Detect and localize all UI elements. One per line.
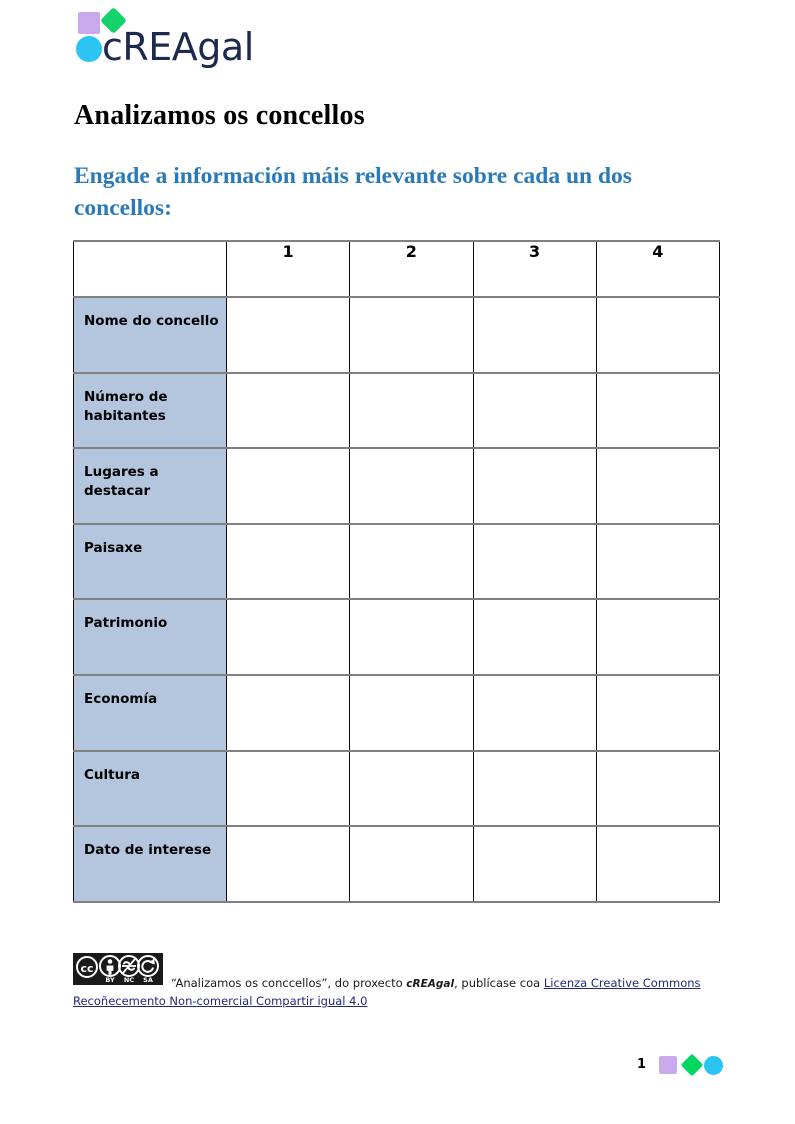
table-header-blank	[74, 241, 227, 297]
row-label-cultura: Cultura	[74, 751, 227, 827]
cell-lugares-a-destacar-3[interactable]	[473, 448, 596, 524]
cell-numero-de-habitantes-3[interactable]	[473, 373, 596, 449]
cell-economia-2[interactable]	[350, 675, 473, 751]
cell-paisaxe-4[interactable]	[596, 524, 719, 600]
cell-cultura-1[interactable]	[227, 751, 350, 827]
row-label-lugares-a-destacar: Lugares a destacar	[74, 448, 227, 524]
cell-paisaxe-3[interactable]	[473, 524, 596, 600]
logo-circle-icon	[76, 36, 102, 62]
row-label-paisaxe: Paisaxe	[74, 524, 227, 600]
cell-economia-1[interactable]	[227, 675, 350, 751]
cell-lugares-a-destacar-1[interactable]	[227, 448, 350, 524]
svg-text:SA: SA	[143, 976, 153, 984]
cell-economia-3[interactable]	[473, 675, 596, 751]
footer-diamond-icon	[681, 1054, 704, 1077]
row-label-dato-de-interese: Dato de interese	[74, 826, 227, 902]
license-text-part-1: “Analizamos os conccellos”, do proxecto	[171, 976, 407, 990]
table-row	[74, 826, 720, 902]
table-row	[74, 524, 720, 600]
cell-dato-de-interese-1[interactable]	[227, 826, 350, 902]
cell-numero-de-habitantes-2[interactable]	[350, 373, 473, 449]
cell-lugares-a-destacar-2[interactable]	[350, 448, 473, 524]
svg-text:BY: BY	[105, 976, 115, 984]
cell-nome-do-concello-1[interactable]	[227, 297, 350, 373]
table-header-col-3: 3	[473, 241, 596, 297]
cell-nome-do-concello-2[interactable]	[350, 297, 473, 373]
svg-text:cc: cc	[80, 962, 94, 975]
cell-paisaxe-2[interactable]	[350, 524, 473, 600]
cell-patrimonio-4[interactable]	[596, 599, 719, 675]
concellos-table	[73, 240, 720, 903]
row-label-numero-de-habitantes: Número de habitantes	[74, 373, 227, 449]
cell-patrimonio-2[interactable]	[350, 599, 473, 675]
logo-wordmark: cREAgal	[102, 25, 254, 69]
cell-numero-de-habitantes-4[interactable]	[596, 373, 719, 449]
page-number: 1	[637, 1057, 647, 1072]
page-footer	[633, 1053, 723, 1079]
row-label-economia: Economía	[74, 675, 227, 751]
table-header-col-2: 2	[350, 241, 473, 297]
cell-paisaxe-1[interactable]	[227, 524, 350, 600]
table-row	[74, 448, 720, 524]
concellos-table-wrapper	[73, 240, 719, 903]
license-link-line-1[interactable]: Licenza Creative	[543, 976, 643, 990]
table-header-col-1: 1	[227, 241, 350, 297]
page-subtitle: Engade a información máis relevante sobre cada un dos concellos:	[74, 163, 632, 222]
table-header-row	[74, 241, 720, 297]
footer-square-icon	[659, 1056, 677, 1074]
cell-nome-do-concello-4[interactable]	[596, 297, 719, 373]
creagal-logo	[72, 8, 302, 69]
cell-cultura-4[interactable]	[596, 751, 719, 827]
cell-cultura-2[interactable]	[350, 751, 473, 827]
cell-cultura-3[interactable]	[473, 751, 596, 827]
svg-text:NC: NC	[123, 976, 135, 984]
cell-dato-de-interese-3[interactable]	[473, 826, 596, 902]
table-row	[74, 373, 720, 449]
cell-dato-de-interese-2[interactable]	[350, 826, 473, 902]
row-label-patrimonio: Patrimonio	[74, 599, 227, 675]
cell-numero-de-habitantes-1[interactable]	[227, 373, 350, 449]
page-title: Analizamos os concellos	[74, 100, 365, 131]
license-statement	[73, 975, 723, 1011]
cell-patrimonio-1[interactable]	[227, 599, 350, 675]
license-text-part-2: , publícase coa	[454, 976, 544, 990]
table-row	[74, 751, 720, 827]
table-row	[74, 599, 720, 675]
cell-lugares-a-destacar-4[interactable]	[596, 448, 719, 524]
license-project-name: cREAgal	[406, 978, 455, 990]
table-row	[74, 675, 720, 751]
license-link-line-2[interactable]: Commons Recoñecemento Non-comercial Compartir igual 4.0	[73, 976, 701, 1008]
cell-patrimonio-3[interactable]	[473, 599, 596, 675]
cell-economia-4[interactable]	[596, 675, 719, 751]
table-header-col-4: 4	[596, 241, 719, 297]
logo-square-icon	[78, 12, 100, 34]
footer-circle-icon	[704, 1056, 723, 1075]
table-row	[74, 297, 720, 373]
cell-nome-do-concello-3[interactable]	[473, 297, 596, 373]
row-label-nome-do-concello: Nome do concello	[74, 297, 227, 373]
cell-dato-de-interese-4[interactable]	[596, 826, 719, 902]
